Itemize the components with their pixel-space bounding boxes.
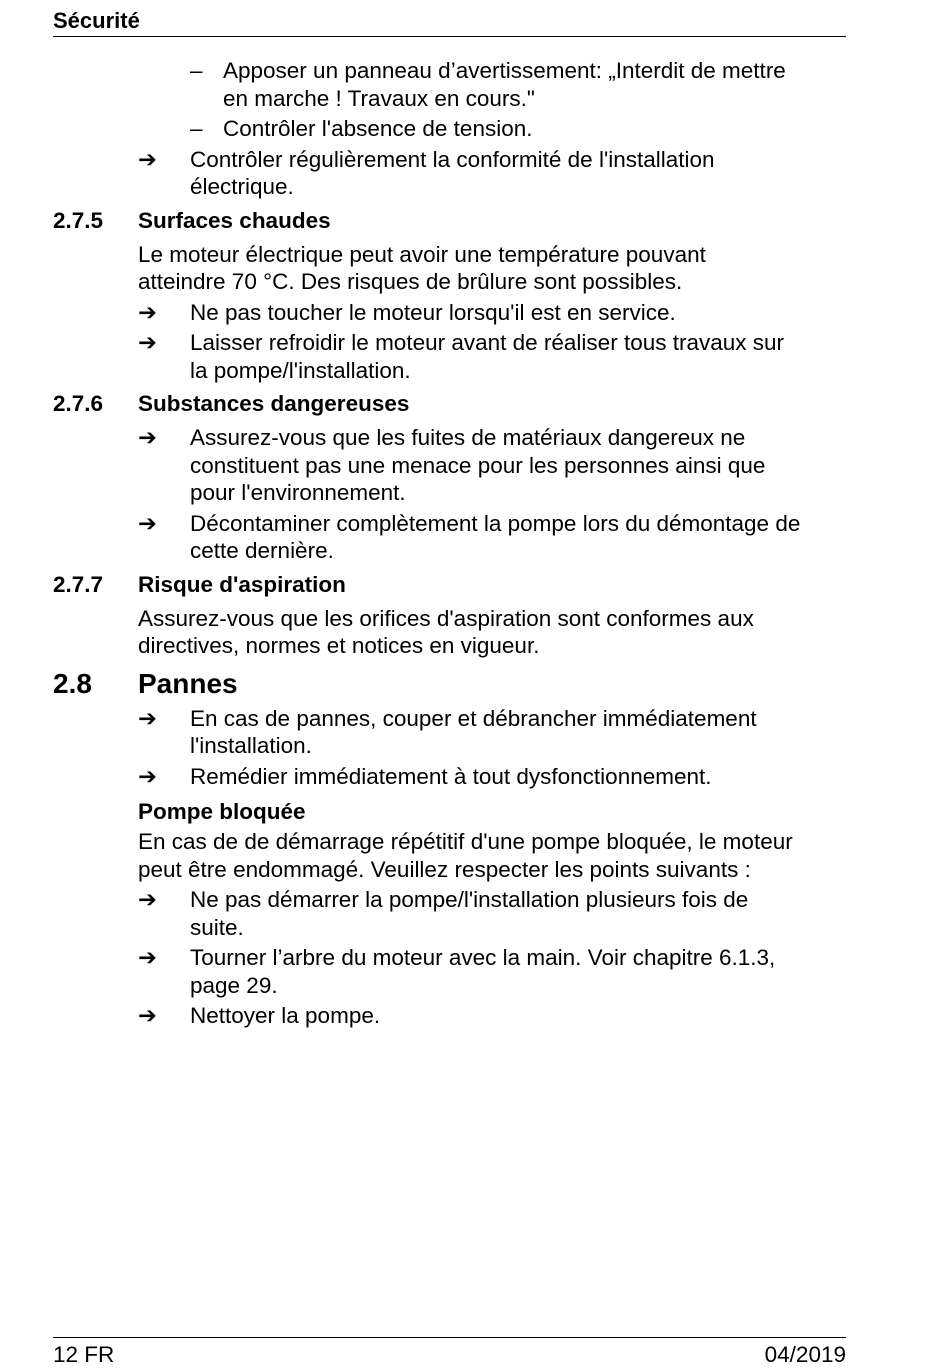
list-item	[53, 299, 853, 327]
list-item	[53, 763, 853, 791]
list-item	[53, 146, 853, 201]
paragraph-line: peut être endommagé. Veuillez respecter les points suivants :	[138, 856, 751, 882]
item-line: Assurez-vous que les fuites de matériaux dangereux ne	[190, 425, 746, 450]
list-item	[53, 329, 853, 384]
page-number: 12 FR	[53, 1342, 115, 1367]
list-item	[53, 57, 853, 112]
list-item	[53, 1002, 853, 1030]
arrow-right-icon: ➔	[138, 299, 157, 325]
document-date: 04/2019	[764, 1342, 846, 1367]
subsection-heading	[53, 571, 853, 599]
section-heading	[53, 666, 853, 702]
page-footer	[53, 1337, 846, 1367]
item-line: En cas de pannes, couper et débrancher immédiatement	[190, 705, 757, 731]
arrow-right-icon: ➔	[138, 945, 157, 970]
item-line: Décontaminer complètement la pompe lors du démontage de	[190, 510, 801, 536]
list-item	[53, 705, 853, 760]
subsection-title: Substances dangereuses	[138, 391, 410, 416]
dash-bullet: –	[190, 58, 203, 83]
item-line: Laisser refroidir le moteur avant de réaliser tous travaux sur	[190, 330, 785, 355]
section-running-title: Sécurité	[53, 8, 140, 33]
item-line: Contrôler régulièrement la conformité de l'installation	[190, 146, 715, 172]
item-line: Remédier immédiatement à tout dysfonctionnement.	[190, 763, 712, 789]
paragraph-line: atteindre 70 °C. Des risques de brûlure sont possibles.	[138, 269, 683, 294]
item-line: page 29.	[190, 972, 278, 998]
subsection-number: 2.7.5	[53, 207, 104, 233]
item-line: l'installation.	[190, 733, 312, 758]
arrow-right-icon: ➔	[138, 146, 157, 172]
item-line: suite.	[190, 914, 244, 940]
subsection-heading	[53, 390, 853, 418]
block-heading: Pompe bloquée	[138, 799, 306, 824]
item-line: électrique.	[190, 174, 294, 199]
dash-bullet: –	[190, 116, 203, 141]
list-item	[53, 510, 853, 565]
item-line: Contrôler l'absence de tension.	[223, 116, 533, 141]
item-line: la pompe/l'installation.	[190, 357, 411, 383]
paragraph-line: Assurez-vous que les orifices d'aspiration sont conformes aux	[138, 605, 754, 631]
item-line: Apposer un panneau d’avertissement: „Interdit de mettre	[223, 58, 786, 83]
subsection-title: Risque d'aspiration	[138, 571, 346, 597]
arrow-right-icon: ➔	[138, 425, 157, 450]
subsection-number: 2.7.7	[53, 571, 104, 597]
paragraph	[53, 605, 853, 660]
item-line: Tourner l’arbre du moteur avec la main. Voir chapitre 6.1.3,	[190, 945, 776, 970]
subsection-title: Surfaces chaudes	[138, 207, 331, 233]
paragraph-line: Le moteur électrique peut avoir une température pouvant	[138, 241, 706, 267]
item-line: Nettoyer la pompe.	[190, 1003, 381, 1028]
list-item	[53, 115, 853, 143]
item-line: Ne pas toucher le moteur lorsqu'il est en service.	[190, 299, 676, 325]
page-content	[53, 57, 853, 1030]
arrow-right-icon: ➔	[138, 887, 157, 912]
arrow-right-icon: ➔	[138, 1003, 157, 1028]
arrow-right-icon: ➔	[138, 763, 157, 789]
item-line: cette dernière.	[190, 538, 334, 563]
section-number: 2.8	[53, 667, 92, 699]
item-line: constituent pas une menace pour les personnes ainsi que	[190, 452, 766, 478]
paragraph-line: directives, normes et notices en vigueur.	[138, 633, 540, 658]
arrow-right-icon: ➔	[138, 510, 157, 536]
page-header	[53, 7, 846, 37]
subsection-number: 2.7.6	[53, 391, 104, 416]
paragraph	[53, 828, 853, 883]
section-title: Pannes	[138, 667, 238, 699]
item-line: en marche ! Travaux en cours."	[223, 85, 535, 111]
list-item	[53, 944, 853, 999]
arrow-right-icon: ➔	[138, 705, 157, 731]
item-line: Ne pas démarrer la pompe/l'installation plusieurs fois de	[190, 887, 749, 912]
paragraph	[53, 241, 853, 296]
arrow-right-icon: ➔	[138, 330, 157, 355]
paragraph-line: En cas de de démarrage répétitif d'une pompe bloquée, le moteur	[138, 829, 793, 854]
list-item	[53, 886, 853, 941]
list-item	[53, 424, 853, 507]
subsection-heading	[53, 207, 853, 235]
item-line: pour l'environnement.	[190, 480, 406, 505]
